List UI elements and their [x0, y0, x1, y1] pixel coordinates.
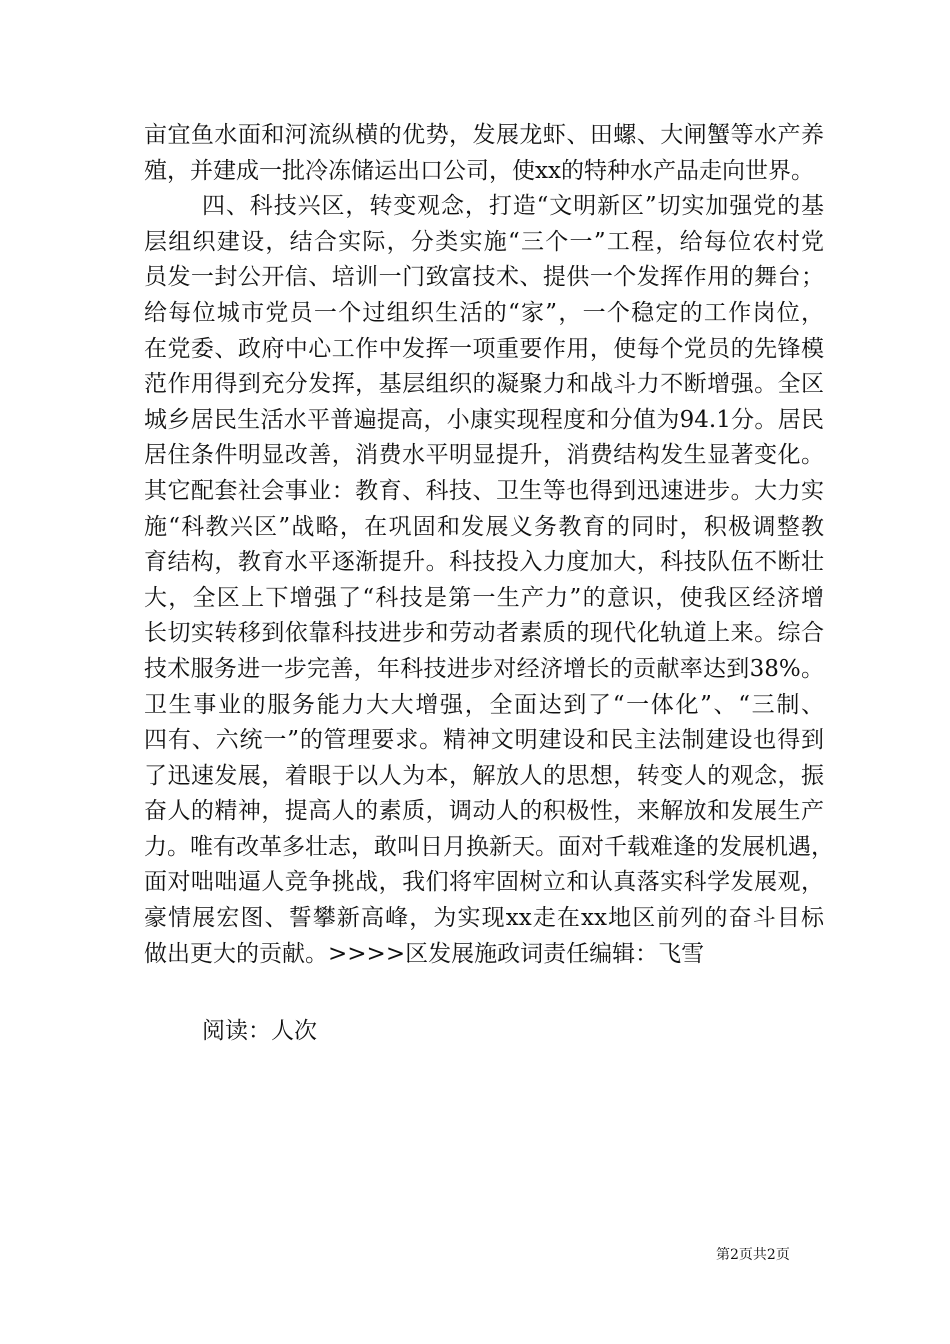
text-line: 其它配套社会事业：教育、科技、卫生等也得到迅速进步。大力实	[144, 477, 824, 504]
text-line: 做出更大的贡献。>>>>区发展施政词责任编辑：飞雪	[144, 940, 705, 967]
text-line: 奋人的精神，提高人的素质，调动人的积极性，来解放和发展生产	[144, 798, 824, 825]
text-line: 给每位城市党员一个过组织生活的“家”，一个稳定的工作岗位，	[144, 299, 824, 326]
read-count-label: 阅读：人次	[202, 1018, 317, 1044]
text-line: 亩宜鱼水面和河流纵横的优势，发展龙虾、田螺、大闸蟹等水产养	[144, 122, 824, 148]
text-line: 居住条件明显改善，消费水平明显提升，消费结构发生显著变化。	[144, 442, 824, 469]
text-line: 范作用得到充分发挥，基层组织的凝聚力和战斗力不断增强。全区	[144, 371, 824, 398]
text-line: 了迅速发展，着眼于以人为本，解放人的思想，转变人的观念，振	[144, 762, 824, 789]
text-line: 四、科技兴区，转变观念，打造“文明新区”切实加强党的基	[202, 193, 824, 220]
text-line: 技术服务进一步完善，年科技进步对经济增长的贡献率达到38%。	[144, 655, 824, 682]
text-line: 在党委、政府中心工作中发挥一项重要作用，使每个党员的先锋模	[144, 335, 824, 362]
text-line: 殖，并建成一批冷冻储运出口公司，使xx的特种水产品走向世界。	[144, 157, 814, 184]
text-line: 施“科教兴区”战略，在巩固和发展义务教育的同时，积极调整教	[144, 513, 824, 540]
text-line: 城乡居民生活水平普遍提高，小康实现程度和分值为94.1分。居民	[144, 406, 824, 433]
text-line: 大，全区上下增强了“科技是第一生产力”的意识，使我区经济增	[144, 584, 824, 611]
text-line: 四有、六统一”的管理要求。精神文明建设和民主法制建设也得到	[144, 727, 824, 754]
text-line: 层组织建设，结合实际，分类实施“三个一”工程，给每位农村党	[144, 228, 824, 255]
text-line: 力。唯有改革多壮志，敢叫日月换新天。面对千载难逢的发展机遇，	[144, 833, 834, 860]
text-line: 卫生事业的服务能力大大增强，全面达到了“一体化”、“三制、	[144, 691, 824, 718]
article-body	[144, 118, 834, 972]
text-line: 豪情展宏图、誓攀新高峰，为实现xx走在xx地区前列的奋斗目标	[144, 905, 824, 932]
text-line: 员发一封公开信、培训一门致富技术、提供一个发挥作用的舞台；	[144, 264, 824, 291]
text-line: 面对咄咄逼人竞争挑战，我们将牢固树立和认真落实科学发展观，	[144, 869, 824, 896]
text-line: 育结构，教育水平逐渐提升。科技投入力度加大，科技队伍不断壮	[144, 549, 824, 576]
text-line: 长切实转移到依靠科技进步和劳动者素质的现代化轨道上来。综合	[144, 620, 824, 647]
page-number-footer: 第2页共2页	[716, 1247, 790, 1263]
